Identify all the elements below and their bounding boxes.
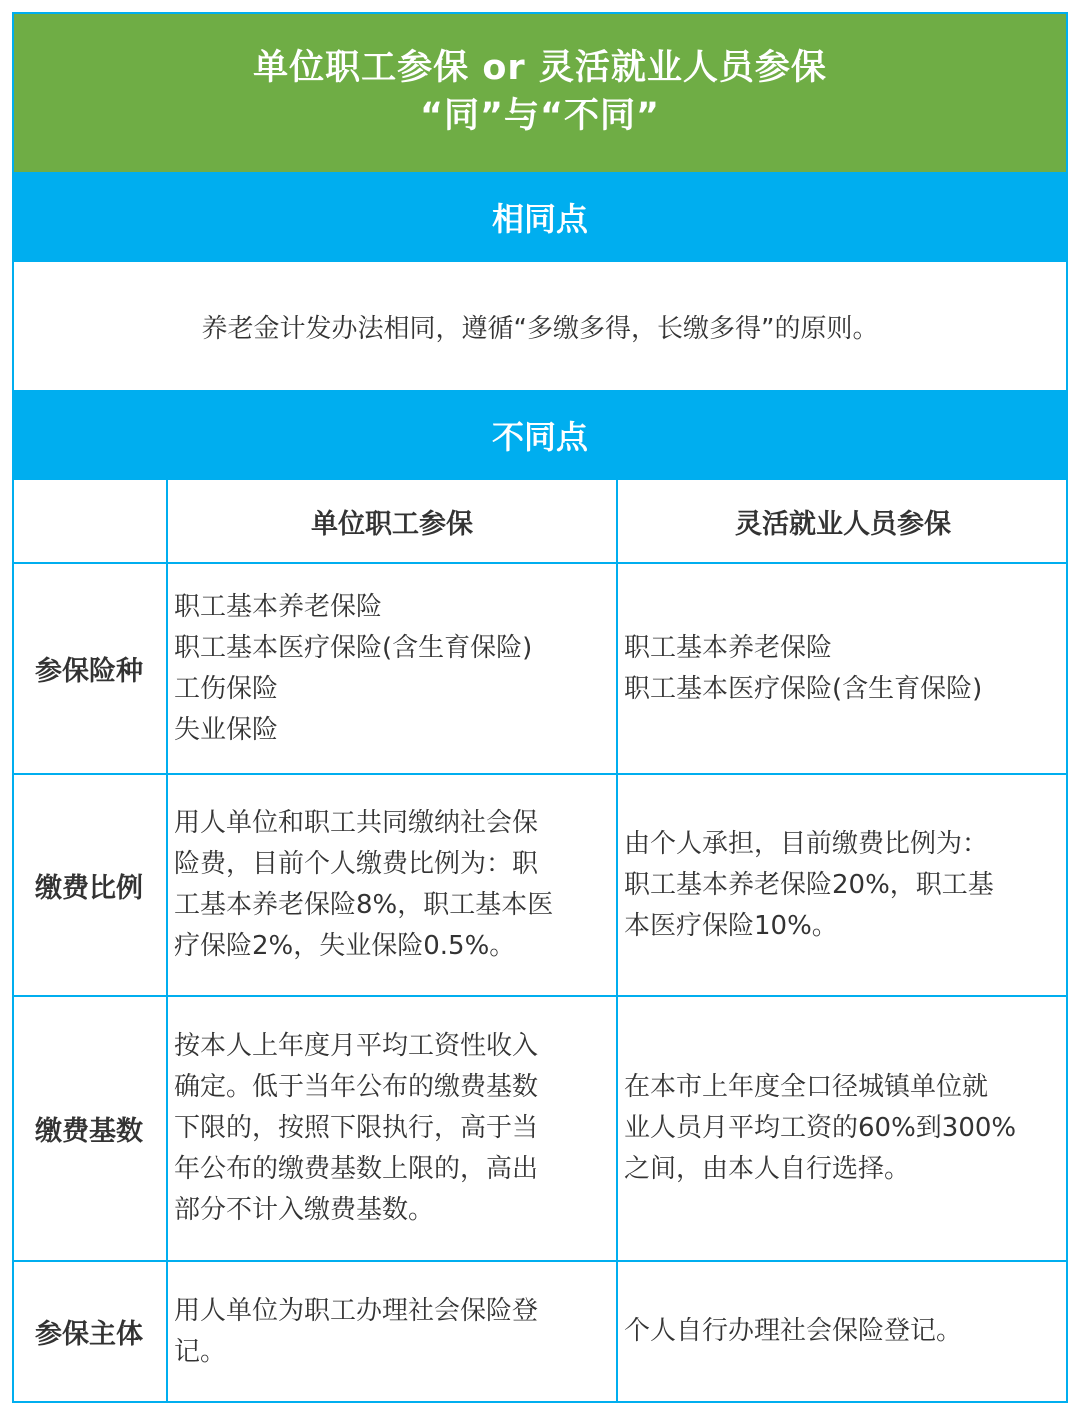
title-line-2: “同”与“不同” <box>419 96 660 136</box>
cell-text: 用人单位为职工办理社会保险登 记。 <box>174 1295 539 1367</box>
same-points-sentence: 养老金计发办法相同，遵循“多缴多得，长缴多得”的原则。 <box>201 313 879 344</box>
cell-text: 在本市上年度全口径城镇单位就 业人员月平均工资的60%到300% 之间，由本人自行选择。 <box>624 1072 1017 1184</box>
row-label-contribution-base: 缴费基数 <box>35 1116 143 1147</box>
cell-text: 用人单位和职工共同缴纳社会保 险费，目前个人缴费比例为：职 工基本养老保险8%，职工基本医 疗保险2%，失业保险0.5%。 <box>174 808 554 961</box>
cell-text: 按本人上年度月平均工资性收入 确定。低于当年公布的缴费基数 下限的，按照下限执行，高于当 年公布的缴费基数上限的，高出 部分不计入缴费基数。 <box>174 1031 539 1225</box>
row-label-registrant: 参保主体 <box>35 1319 143 1350</box>
header-flexible: 灵活就业人员参保 <box>735 508 951 540</box>
diff-points-heading: 不同点 <box>12 390 1068 480</box>
same-points-heading: 相同点 <box>12 172 1068 262</box>
row-label-contribution-rate: 缴费比例 <box>35 872 143 904</box>
title-line-1: 单位职工参保 or 灵活就业人员参保 <box>253 48 827 88</box>
cell-text: 职工基本养老保险 职工基本医疗保险(含生育保险) <box>624 632 983 704</box>
header-employee: 单位职工参保 <box>311 508 473 540</box>
row-label-insurance-types: 参保险种 <box>35 656 143 687</box>
cell-text: 个人自行办理社会保险登记。 <box>624 1316 963 1346</box>
cell-text: 由个人承担，目前缴费比例为： 职工基本养老保险20%，职工基 本医疗保险10%。 <box>624 828 994 941</box>
cell-text: 职工基本养老保险 职工基本医疗保险(含生育保险) 工伤保险 失业保险 <box>174 591 533 745</box>
outer-border <box>12 12 1068 1403</box>
